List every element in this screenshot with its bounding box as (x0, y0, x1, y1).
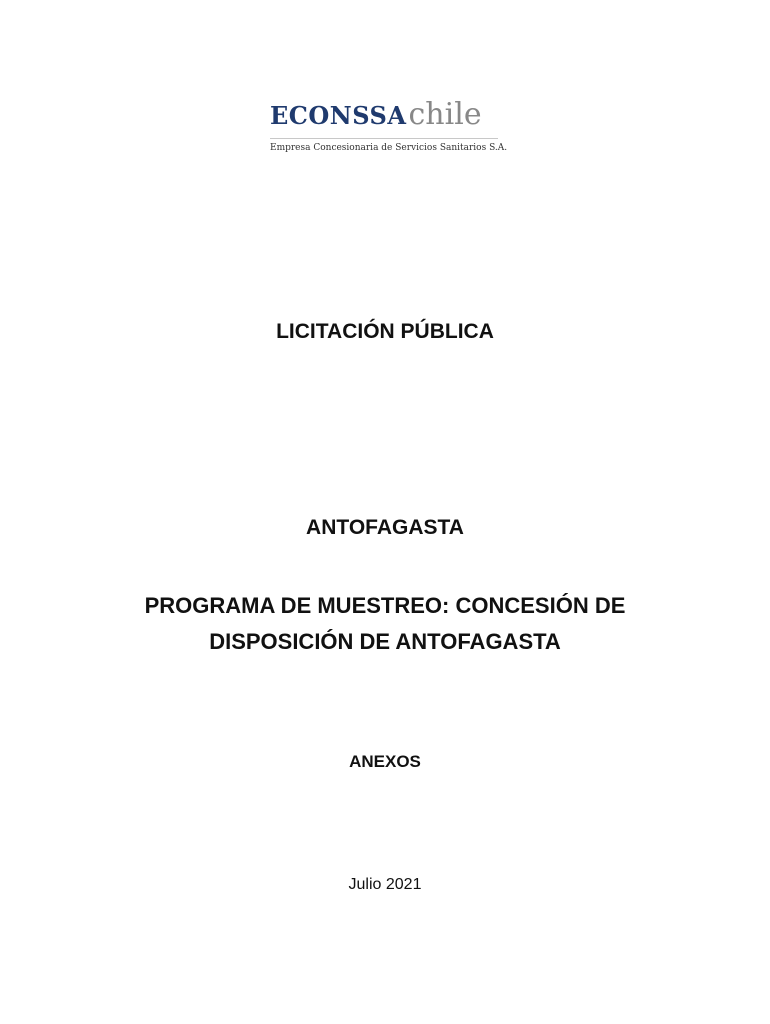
program-title (0, 588, 770, 660)
document-city: ANTOFAGASTA (306, 516, 464, 539)
logo-name: ECONSSA (270, 101, 407, 130)
company-logo (270, 97, 510, 160)
logo-suffix: chile (408, 97, 482, 132)
logo-wordmark (270, 97, 482, 132)
logo-divider (270, 138, 498, 139)
section-title: ANEXOS (349, 752, 421, 771)
logo-tagline: Empresa Concesionaria de Servicios Sanitarios S.A. (270, 143, 508, 153)
document-title: LICITACIÓN PÚBLICA (276, 320, 494, 343)
program-title-line-2: DISPOSICIÓN DE ANTOFAGASTA (209, 629, 561, 654)
document-date: Julio 2021 (348, 876, 422, 893)
program-title-line-1: PROGRAMA DE MUESTREO: CONCESIÓN DE (144, 593, 626, 618)
